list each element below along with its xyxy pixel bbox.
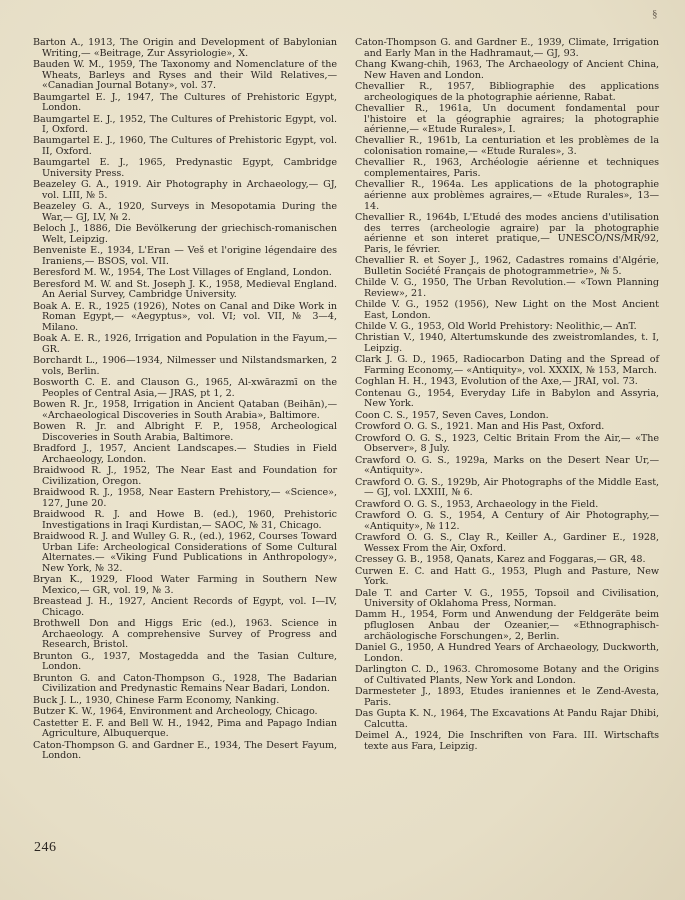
bibliography-entry: Daniel G., 1950, A Hundred Years of Archaeology, Duckworth, London. <box>355 642 659 664</box>
bibliography-entry: Beazeley G. A., 1920, Surveys in Mesopotamia During the War,— GJ, LV, № 2. <box>33 201 337 223</box>
bibliography-entry: Boak A. E. R., 1925 (1926), Notes on Canal and Dike Work in Roman Egypt,— «Aegyptus», vol. VI; vol. VII, № 3—4, Milano. <box>33 300 337 333</box>
bibliography-entry: Chevallier R. et Soyer J., 1962, Cadastres romains d'Algérie, Bulletin Société Français de photogrammetrie», № 5. <box>355 255 659 277</box>
margin-mark: § <box>652 8 658 20</box>
bibliography-entry: Crowford O. G. S., 1921. Man and His Past, Oxford. <box>355 421 605 433</box>
bibliography-entry: Brunton G. and Caton-Thompson G., 1928, The Badarian Civilization and Predynastic Remains Near Badari, London. <box>33 672 337 695</box>
bibliography-entry: Bowen R. Jr. and Albright F. P., 1958, Archeological Discoveries in South Arabia, Baltimore. <box>33 421 337 443</box>
bibliography-entry: Chang Kwang-chih, 1963, The Archaeology of Ancient China, New Haven and London. <box>355 58 659 81</box>
bibliography-entry: Childe V. G., 1953, Old World Prehistory: Neolithic,— AnT. <box>355 321 637 333</box>
bibliography-entry: Bryan K., 1929, Flood Water Farming in Southern New Mexico,— GR, vol. 19, № 3. <box>33 574 337 596</box>
bibliography-entry: Crawford O. G. S., 1929b, Air Photographs of the Middle East,— GJ, vol. LXXIII, № 6. <box>355 476 659 499</box>
bibliography-entry: Coon C. S., 1957, Seven Caves, London. <box>355 409 549 421</box>
bibliography-entry: Chevallier R., 1957, Bibliographie des applications archeologiques de la photographie aérienne, Rabat. <box>355 80 659 103</box>
bibliography-entry: Dale T. and Carter V. G., 1955, Topsoil and Civilisation, University of Oklahoma Press, Norman. <box>355 587 659 610</box>
bibliography-entry: Baumgartel E. J., 1952, The Cultures of Prehistoric Egypt, vol. I, Oxford. <box>33 113 337 136</box>
bibliography-entry: Bradford J., 1957, Ancient Landscapes.— Studies in Field Archaeology, London. <box>33 443 337 465</box>
bibliography-entry: Braidwood R. J., 1952, The Near East and Foundation for Civilization, Oregon. <box>33 465 337 487</box>
page-number: 246 <box>34 840 57 855</box>
bibliography-entry: Darmesteter J., 1893, Etudes iraniennes et le Zend-Avesta, Paris. <box>355 685 659 708</box>
bibliography-entry: Bauden W. M., 1959, The Taxonomy and Nomenclature of the Wheats, Barleys and Ryses and their Wild Relatives,— «Canadian Journal Botany», vol. 37. <box>33 58 337 92</box>
bibliography-entry: Chevallier R., 1964b, L'Etudé des modes anciens d'utilisation des terres (archeologie agraire) par la photographie aérienne et son interet pratique,— UNESCO/NS/MR/92, Paris, le février. <box>355 211 659 255</box>
bibliography-entry: Butzer K. W., 1964, Environment and Archeology, Chicago. <box>33 706 318 718</box>
bibliography-entry: Contenau G., 1954, Everyday Life in Babylon and Assyria, New York. <box>355 387 659 410</box>
bibliography-entry: Boak A. E. R., 1926, Irrigation and Population in the Fayum,— GR. <box>33 333 337 355</box>
bibliography-entry: Baumgartel E. J., 1960, The Cultures of Prehistoric Egypt, vol. II, Oxford. <box>33 135 337 158</box>
bibliography-entry: Beloch J., 1886, Die Bevölkerung der griechisch-romanischen Welt, Leipzig. <box>33 223 337 245</box>
bibliography-entry: Braidwood R. J. and Wulley G. R., (ed.), 1962, Courses Toward Urban Life: Archeological Considerations of Some Cultural Alternates.— «Viking Fund Publications in Anthropology», New York, № 32. <box>33 531 337 574</box>
bibliography-entry: Barton A., 1913, The Origin and Development of Babylonian Writing,— «Beitrage, Zur Assyriologie», X. <box>33 37 337 59</box>
bibliography-entry: Breastead J. H., 1927, Ancient Records of Egypt, vol. I—IV, Chicago. <box>33 596 337 618</box>
bibliography-entry: Chevallier R., 1961b, La centuriation et les problèmes de la colonisation romaine,— «Etude Rurales», 3. <box>355 135 659 158</box>
bibliography-entry: Beazeley G. A., 1919. Air Photography in Archaeology,— GJ, vol. LIII, № 5. <box>33 179 337 201</box>
bibliography-entry: Borchardt L., 1906—1934, Nilmesser und Nilstandsmarken, 2 vols, Berlin. <box>33 355 337 377</box>
bibliography-entry: Coghlan H. H., 1943, Evolution of the Axe,— JRAI, vol. 73. <box>355 376 638 388</box>
bibliography-entry: Caton-Thompson G. and Gardner E., 1934, The Desert Fayum, London. <box>33 739 337 762</box>
bibliography-entry: Braidwood R. J. and Howe B. (ed.), 1960, Prehistoric Investigations in Iraqi Kurdistan,— SAOC, № 31, Chicago. <box>33 509 337 531</box>
bibliography-entry: Baumgartel E. J., 1965, Predynastic Egypt, Cambridge University Press. <box>33 157 337 180</box>
bibliography-entry: Castetter E. F. and Bell W. H., 1942, Pima and Papago Indian Agriculture, Albuquerque. <box>33 717 337 740</box>
bibliography-entry: Braidwood R. J., 1958, Near Eastern Prehistory,— «Science», 127, June 20. <box>33 487 337 509</box>
bibliography-entry: Beresford M. W. and St. Joseph J. K., 1958, Medieval England. An Aerial Survey, Cambridge University. <box>33 278 337 301</box>
bibliography-entry: Chevallier R., 1961a, Un document fondamental pour l'histoire et la géographie agraires; la photographie aérienne,— «Etude Rurales», I. <box>355 102 659 136</box>
bibliography-entry: Bosworth C. E. and Clauson G., 1965, Al-xwārazmī on the Peoples of Central Asia,— JRAS, pt 1, 2. <box>33 377 337 399</box>
bibliography-entry: Beresford M. W., 1954, The Lost Villages of England, London. <box>33 267 332 279</box>
bibliography-entry: Crawford O. G. S., Clay R., Keiller A., Gardiner E., 1928, Wessex From the Air, Oxford. <box>355 532 659 554</box>
bibliography-entry: Crawford O. G. S., 1953, Archaeology in the Field. <box>355 498 599 510</box>
bibliography-entry: Crawford O. G. S., 1929a, Marks on the Desert Near Ur,— «Antiquity». <box>355 454 659 477</box>
bibliography-right-column <box>355 38 659 753</box>
bibliography-entry: Bowen R. Jr., 1958, Irrigation in Ancient Qataban (Beihān),— «Archaeological Discoveries in South Arabia», Baltimore. <box>33 399 337 421</box>
bibliography-entry: Darlington C. D., 1963. Chromosome Botany and the Origins of Cultivated Plants, New York and London. <box>355 664 659 686</box>
bibliography-left-column <box>33 38 337 763</box>
bibliography-entry: Crowford O. G. S., 1923, Celtic Britain From the Air,— «The Observer», 8 July. <box>355 432 659 455</box>
bibliography-entry: Childe V. G., 1950, The Urban Revolution.— «Town Planning Review», 21. <box>355 277 659 299</box>
bibliography-entry: Buck J. L., 1930, Chinese Farm Economy, Nanking. <box>33 694 280 706</box>
bibliography-entry: Curwen E. C. and Hatt G., 1953, Plugh and Pasture, New York. <box>355 565 659 588</box>
bibliography-entry: Childe V. G., 1952 (1956), New Light on the Most Ancient East, London. <box>355 299 659 321</box>
bibliography-entry: Clark J. G. D., 1965, Radiocarbon Dating and the Spread of Farming Economy,— «Antiquity», vol. XXXIX, № 153, March. <box>355 354 659 376</box>
bibliography-entry: Benveniste E., 1934, L'Eran — Veš et l'origine légendaire des Iraniens,— BSOS, vol. VII. <box>33 245 337 267</box>
bibliography-entry: Das Gupta K. N., 1964, The Excavations At Pandu Rajar Dhibi, Calcutta. <box>355 707 659 730</box>
bibliography-entry: Damm H., 1954, Form und Anwendung der Feldgeräte beim pfluglosen Anbau der Ozeanier,— «Ethnographisch-archäologische Forschungen», 2, Berlin. <box>355 609 659 642</box>
bibliography-entry: Chevallier R., 1964a. Les applications de la photographie aérienne aux problèmes agraires,— «Etude Rurales», 13—14. <box>355 179 659 212</box>
bibliography-entry: Baumgartel E. J., 1947, The Cultures of Prehistoric Egypt, London. <box>33 91 337 114</box>
bibliography-entry: Cressey G. B., 1958, Qanats, Karez and Foggaras,— GR, 48. <box>355 554 646 566</box>
bibliography-entry: Caton-Thompson G. and Gardner E., 1939, Climate, Irrigation and Early Man in the Hadhramaut,— GJ, 93. <box>355 37 659 59</box>
bibliography-entry: Christian V., 1940, Altertumskunde des zweistromlandes, t. I, Leipzig. <box>355 332 659 354</box>
bibliography-entry: Brunton G., 1937, Mostagedda and the Tasian Culture, London. <box>33 650 337 673</box>
bibliography-entry: Chevallier R., 1963, Archéologie aérienne et techniques complementaires, Paris. <box>355 157 659 180</box>
bibliography-entry: Crawford O. G. S., 1954, A Century of Air Photography,— «Antiquity», № 112. <box>355 510 659 532</box>
bibliography-entry: Brothwell Don and Higgs Eric (ed.), 1963. Science in Archaeology. A comprehensive Survey of Progress and Research, Bristol. <box>33 618 337 651</box>
bibliography-entry: Deimel A., 1924, Die Inschriften von Fara. III. Wirtschafts texte aus Fara, Leipzig. <box>355 729 659 752</box>
